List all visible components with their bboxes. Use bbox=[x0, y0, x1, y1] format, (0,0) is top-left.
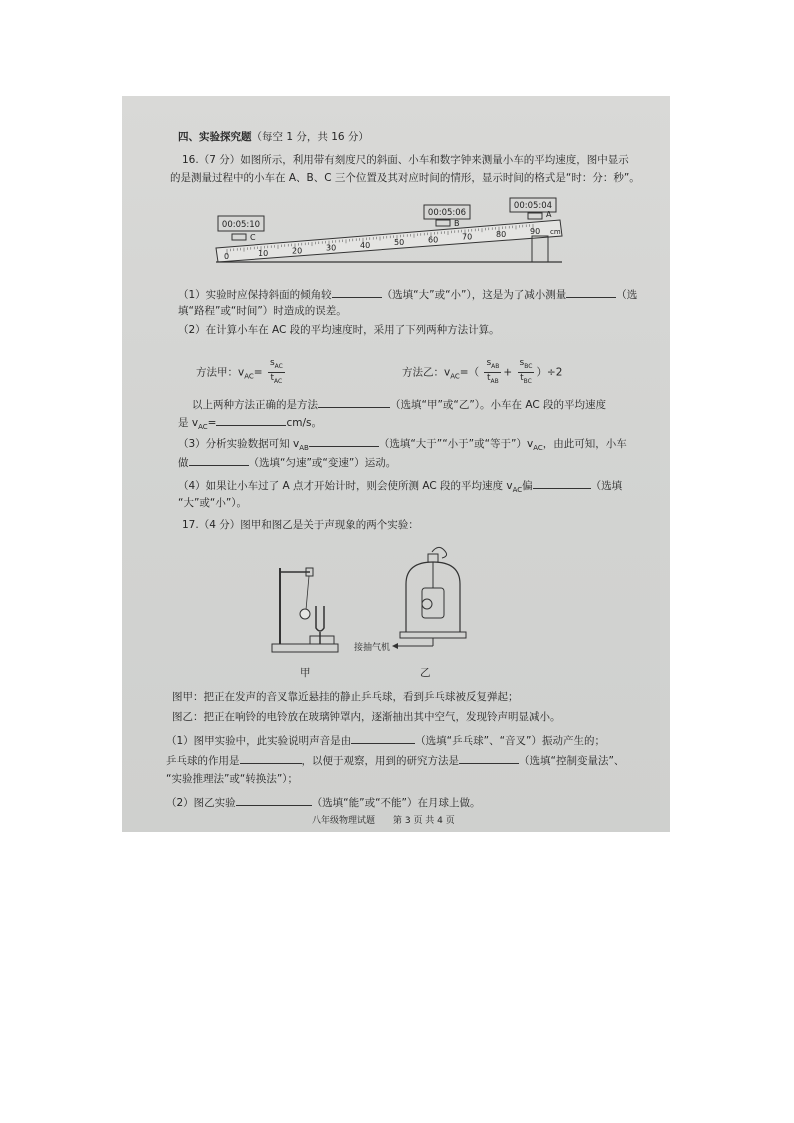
q16-velocity-ac: 是 $v_{AC}= cm/s$。 bbox=[178, 414, 322, 434]
resonance-box bbox=[310, 636, 334, 644]
jar-plate bbox=[400, 632, 466, 638]
ping-pong-ball bbox=[300, 609, 310, 619]
method-jia: 方法甲：$v_{AC}=$ $\frac{s_{AC}}{t_{AC}}$ bbox=[196, 358, 283, 385]
unit-label: cm bbox=[550, 228, 561, 236]
ruler-tick-label: 90 bbox=[530, 227, 541, 236]
cart-b bbox=[436, 220, 450, 226]
blank-source[interactable] bbox=[351, 732, 415, 744]
label-a: A bbox=[546, 210, 552, 219]
clock-b-text: 00:05:06 bbox=[427, 208, 467, 218]
blank-angle[interactable] bbox=[332, 286, 382, 298]
figure-jia-tuning-fork bbox=[266, 558, 342, 658]
ruler-tick-label: 30 bbox=[326, 243, 337, 253]
stand-base bbox=[272, 644, 338, 652]
q17-part2: （2）图乙实验 （选填“能”或“不能”）在月球上做。 bbox=[166, 794, 480, 810]
q16-part3-cont: 做 （选填“匀速”或“变速”）运动。 bbox=[178, 454, 396, 470]
ruler-tick-label: 20 bbox=[292, 246, 303, 256]
stopper bbox=[428, 554, 438, 562]
figure-yi-bell-jar bbox=[392, 544, 482, 664]
blank-ball-role[interactable] bbox=[240, 752, 302, 764]
q16-line2: 的是测量过程中的小车在 A、B、C 三个位置及其对应时间的情形，显示时间的格式是“时：分：秒”。 bbox=[170, 172, 640, 184]
tuning-fork bbox=[316, 606, 324, 631]
q16-method-choice: 以上两种方法正确的是方法 （选填“甲”或“乙”）。小车在 AC 段的平均速度 bbox=[192, 396, 606, 412]
fraction-sac-tac: $\frac{s_{AC}}{t_{AC}}$ bbox=[269, 358, 283, 385]
photographed-exam-page bbox=[122, 96, 670, 832]
q16-part4-cont: “大”或“小”）。 bbox=[178, 497, 248, 509]
blank-method[interactable] bbox=[318, 396, 390, 408]
ruler-tick-label: 50 bbox=[394, 238, 405, 248]
fraction-sbc-tbc: $\frac{s_{BC}}{t_{BC}}$ bbox=[519, 358, 533, 385]
ruler-tick-label: 40 bbox=[360, 240, 371, 250]
cart-c bbox=[232, 234, 246, 240]
blank-measure[interactable] bbox=[566, 286, 616, 298]
q17-desc-jia: 图甲：把正在发声的音叉靠近悬挂的静止乒乓球，看到乒乓球被反复弹起； bbox=[172, 691, 519, 703]
ramp-support bbox=[532, 236, 548, 262]
wire-top bbox=[432, 547, 447, 558]
q17-part1: （1）图甲实验中，此实验说明声音是由 （选填“乒乓球”、“音叉”）振动产生的； bbox=[166, 732, 605, 748]
blank-vac[interactable] bbox=[216, 414, 286, 426]
q17-desc-yi: 图乙：把正在响铃的电铃放在玻璃钟罩内，逐渐抽出其中空气，发现铃声明显减小。 bbox=[172, 711, 561, 723]
blank-bias[interactable] bbox=[533, 477, 591, 489]
q17-line1: 17.（4 分）图甲和图乙是关于声现象的两个实验： bbox=[182, 519, 419, 531]
ruler-tick-label: 0 bbox=[224, 252, 230, 261]
ruler-tick-label: 80 bbox=[496, 229, 507, 239]
clock-a-text: 00:05:04 bbox=[513, 201, 553, 211]
incline-diagram bbox=[212, 196, 568, 276]
pump-arrow-head bbox=[392, 643, 398, 649]
section-heading bbox=[178, 130, 369, 144]
bell-dome bbox=[422, 599, 432, 609]
q16-part1: （1）实验时应保持斜面的倾角较 （选填“大”或“小”），这是为了减小测量 （选 bbox=[178, 286, 637, 302]
electric-bell bbox=[422, 588, 444, 618]
method-yi: 方法乙：$v_{AC}=$（ $\frac{s_{AB}}{t_{AB}}$ + $\frac{s_{BC}}{t_{BC}}$ ）÷2 bbox=[402, 358, 563, 385]
label-c: C bbox=[250, 233, 256, 242]
q16-part4: （4）如果让小车过了 A 点才开始计时，则会使所测 AC 段的平均速度 $v_{AC}$偏 （选填 bbox=[178, 477, 622, 497]
q17-part1-cont2: “实验推理法”或“转换法”）； bbox=[166, 773, 299, 785]
blank-moon[interactable] bbox=[236, 794, 312, 806]
label-jia: 甲 bbox=[300, 667, 311, 679]
fraction-sab-tab: $\frac{s_{AB}}{t_{AB}}$ bbox=[486, 358, 500, 385]
label-yi: 乙 bbox=[420, 667, 431, 679]
q17-part1-cont: 乒乓球的作用是 ，以便于观察，用到的研究方法是 （选填“控制变量法”、 bbox=[166, 752, 624, 768]
blank-compare[interactable] bbox=[309, 435, 379, 447]
cart-a bbox=[528, 213, 542, 219]
thread bbox=[306, 576, 309, 610]
ruler-tick-label: 10 bbox=[258, 249, 269, 259]
label-b: B bbox=[454, 219, 460, 228]
q16-part2: （2）在计算小车在 AC 段的平均速度时，采用了下列两种方法计算。 bbox=[178, 324, 500, 336]
section-note: （每空 1 分，共 16 分） bbox=[251, 131, 369, 143]
q16-part3: （3）分析实验数据可知 $v_{AB}$ （选填“大于”“小于”或“等于$”)v_{AC}$，由此可知，小车 bbox=[178, 435, 627, 455]
q16-line1: 16.（7 分）如图所示，利用带有刻度尺的斜面、小车和数字钟来测量小车的平均速度，图中显示 bbox=[182, 154, 629, 166]
clock-c-text: 00:05:10 bbox=[221, 220, 261, 230]
page-footer: 八年级物理试题 第 3 页 共 4 页 bbox=[312, 816, 455, 826]
ruler-tick-label: 70 bbox=[462, 232, 473, 242]
blank-motion[interactable] bbox=[189, 454, 249, 466]
pump-label: 接抽气机 bbox=[354, 643, 391, 653]
section-title: 四、实验探究题 bbox=[178, 131, 252, 143]
q16-part1-cont: 填“路程”或“时间”）时造成的误差。 bbox=[178, 305, 347, 317]
blank-method-17[interactable] bbox=[459, 752, 519, 764]
ruler-tick-label: 60 bbox=[428, 235, 439, 245]
